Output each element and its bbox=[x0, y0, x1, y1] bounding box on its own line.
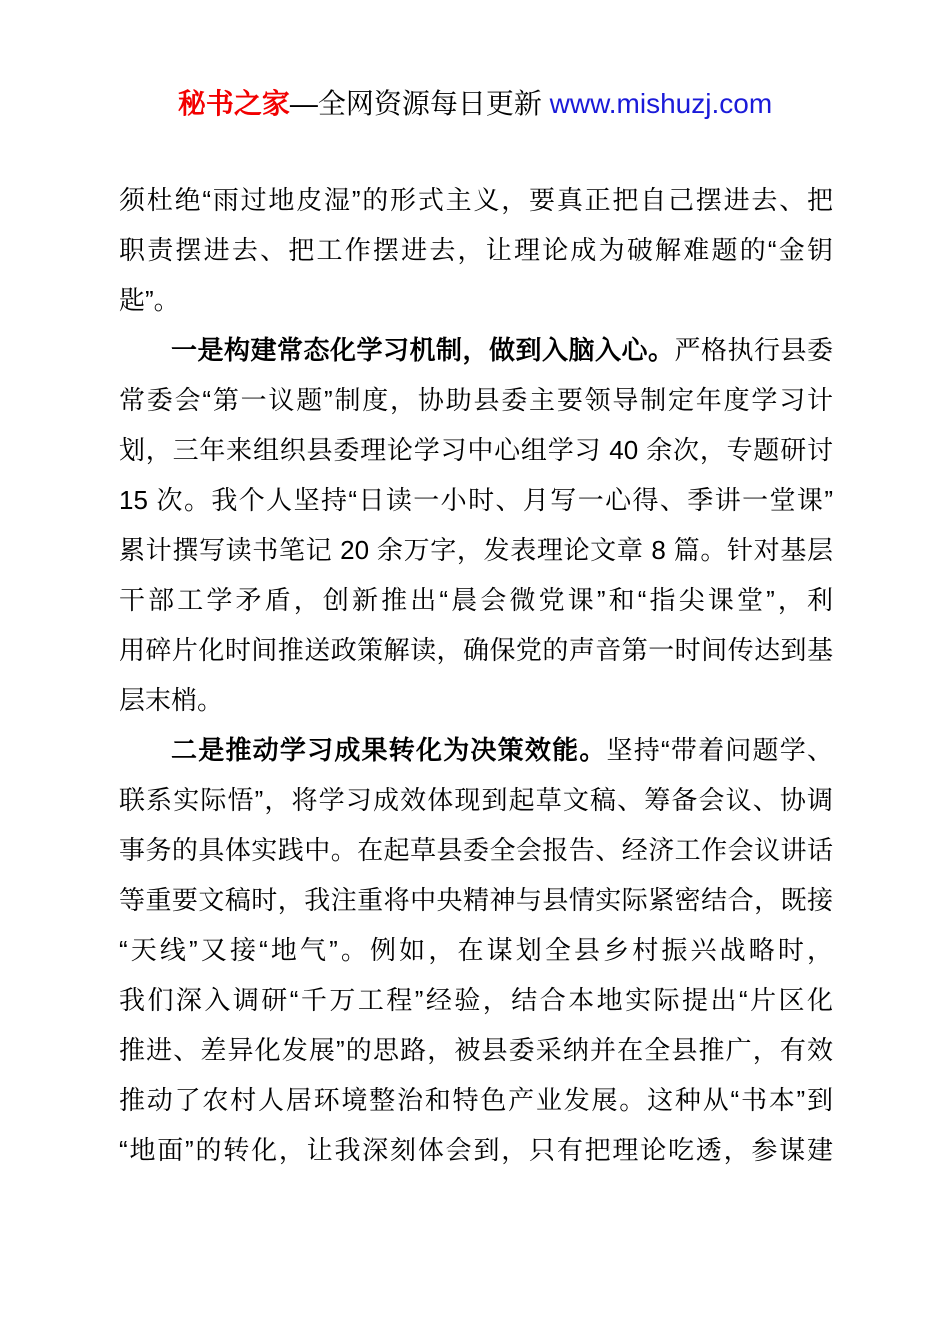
text-line bbox=[119, 775, 833, 825]
text-run: 等重要文稿时，我注重将中央精神与县情实际紧密结合，既接 bbox=[119, 885, 833, 915]
text-run: 推进、差异化发展”的思路，被县委采纳并在全县推广，有效 bbox=[119, 1035, 833, 1065]
text-line bbox=[119, 375, 833, 425]
text-run: 联系实际悟”，将学习成效体现到起草文稿、筹备会议、协调 bbox=[119, 785, 833, 815]
text-run: “天线”又接“地气”。例如，在谋划全县乡村振兴战略时， bbox=[119, 935, 833, 965]
text-run: 我们深入调研“千万工程”经验，结合本地实际提出“片区化 bbox=[119, 985, 833, 1015]
text-line bbox=[119, 575, 833, 625]
text-line bbox=[119, 925, 833, 975]
text-line bbox=[119, 525, 833, 575]
text-run: 干部工学矛盾，创新推出“晨会微党课”和“指尖课堂”，利 bbox=[119, 585, 833, 615]
site-brand: 秘书之家 bbox=[177, 88, 290, 119]
text-run: 划，三年来组织县委理论学习中心组学习 40 余次，专题研讨 bbox=[119, 435, 833, 465]
text-run: “地面”的转化，让我深刻体会到，只有把理论吃透，参谋建 bbox=[119, 1135, 833, 1165]
text-line bbox=[119, 475, 833, 525]
bold-text-run: 一是构建常态化学习机制，做到入脑入心。 bbox=[171, 335, 675, 365]
text-line bbox=[119, 675, 833, 725]
text-run: 坚持“带着问题学、 bbox=[606, 735, 833, 765]
site-tagline: —全网资源每日更新 bbox=[289, 88, 550, 119]
text-run: 事务的具体实践中。在起草县委全会报告、经济工作会议讲话 bbox=[119, 835, 833, 865]
text-line bbox=[119, 275, 833, 325]
text-line bbox=[119, 875, 833, 925]
text-run: 累计撰写读书笔记 20 余万字，发表理论文章 8 篇。针对基层 bbox=[119, 535, 833, 565]
text-run: 职责摆进去、把工作摆进去，让理论成为破解难题的“金钥 bbox=[119, 235, 833, 265]
text-line bbox=[119, 975, 833, 1025]
text-run: 严格执行县委 bbox=[674, 335, 833, 365]
text-run: 须杜绝“雨过地皮湿”的形式主义，要真正把自己摆进去、把 bbox=[119, 185, 833, 215]
text-line bbox=[119, 175, 833, 225]
document-body bbox=[119, 175, 833, 1175]
text-line bbox=[119, 425, 833, 475]
text-run: 匙”。 bbox=[119, 285, 180, 315]
text-run: 15 次。我个人坚持“日读一小时、月写一心得、季讲一堂课” bbox=[119, 485, 833, 515]
text-line bbox=[119, 1075, 833, 1125]
bold-text-run: 二是推动学习成果转化为决策效能。 bbox=[171, 735, 607, 765]
text-run: 常委会“第一议题”制度，协助县委主要领导制定年度学习计 bbox=[119, 385, 833, 415]
site-header bbox=[0, 84, 950, 124]
text-run: 用碎片化时间推送政策解读，确保党的声音第一时间传达到基 bbox=[119, 635, 833, 665]
site-url-link[interactable]: www.mishuzj.com bbox=[549, 88, 773, 119]
text-line bbox=[119, 625, 833, 675]
text-line bbox=[119, 825, 833, 875]
text-line bbox=[119, 1125, 833, 1175]
text-line bbox=[119, 225, 833, 275]
text-line bbox=[119, 725, 833, 775]
text-run: 层末梢。 bbox=[119, 685, 224, 715]
text-line bbox=[119, 325, 833, 375]
text-run: 推动了农村人居环境整治和特色产业发展。这种从“书本”到 bbox=[119, 1085, 833, 1115]
text-line bbox=[119, 1025, 833, 1075]
